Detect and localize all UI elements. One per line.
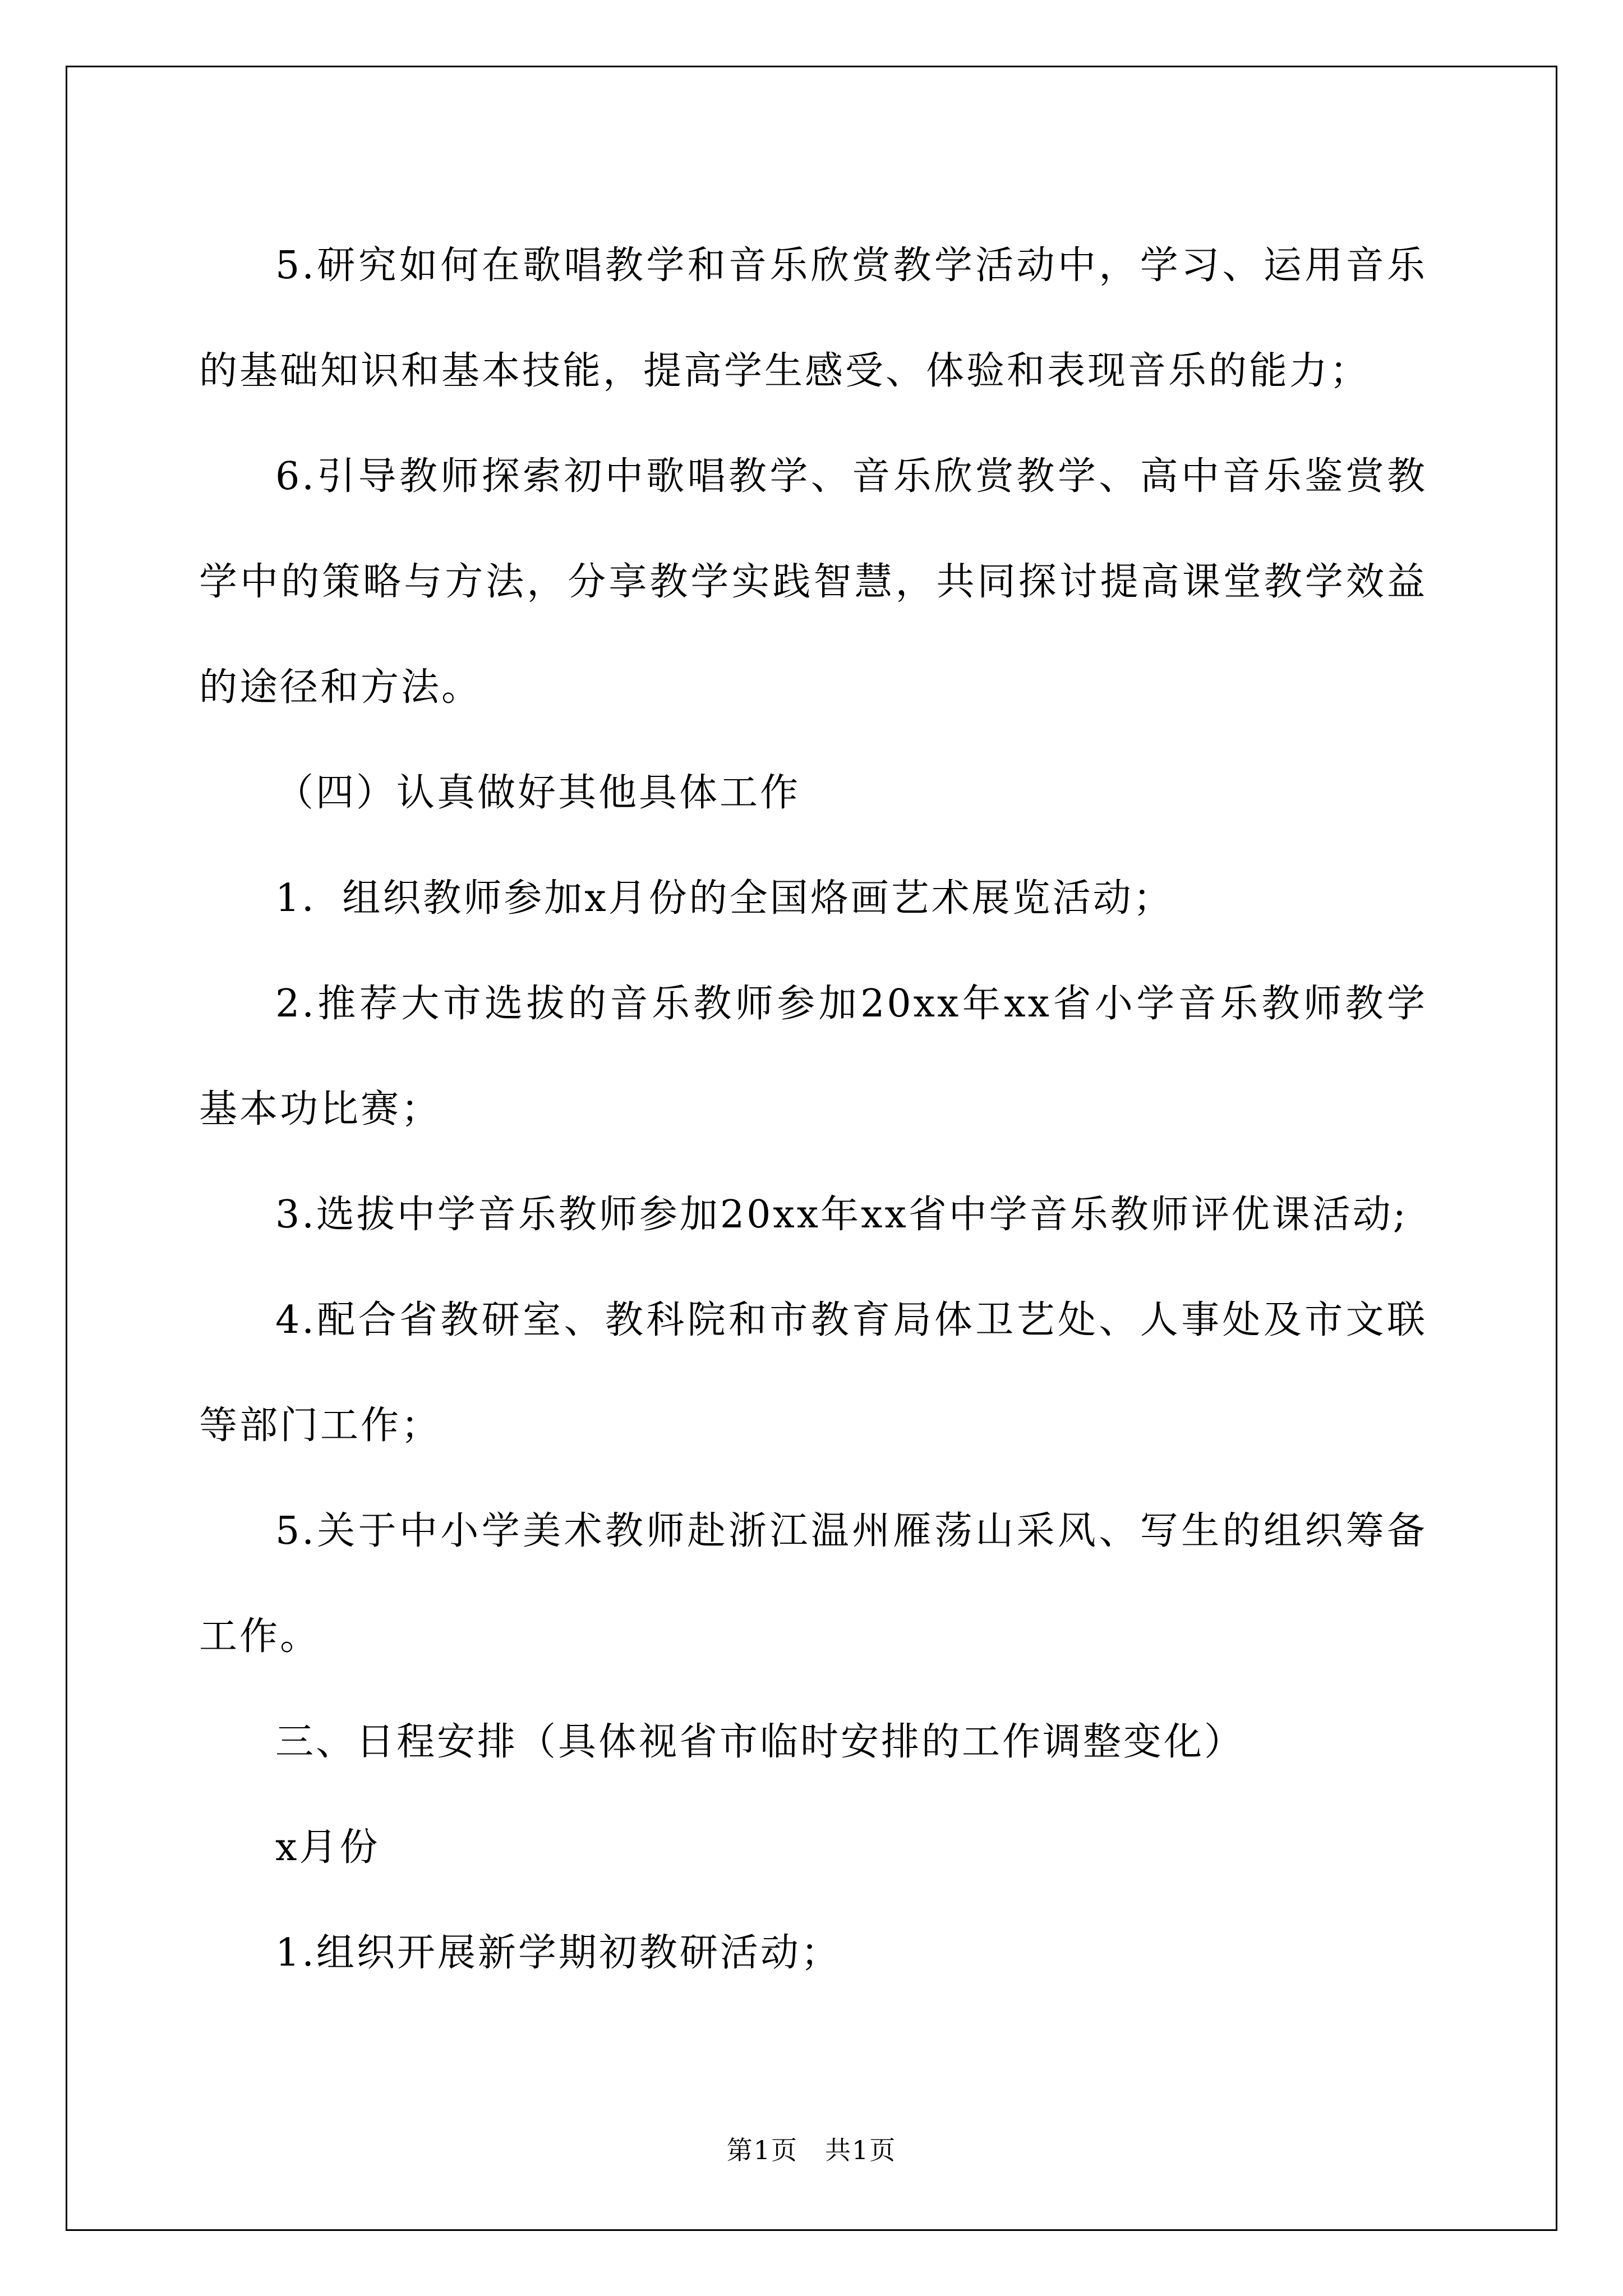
paragraph-item-3-select: 3.选拔中学音乐教师参加20xx年xx省中学音乐教师评优课活动; (275, 1193, 1408, 1237)
paragraph-item-6-guide: 6.引导教师探索初中歌唱教学、音乐欣赏教学、高中音乐鉴赏教学中的策略与方法，分享教学实践智慧，共同探讨提高课堂教学效益的途径和方法。 (199, 454, 1427, 710)
paragraph-item-5-research: 5.研究如何在歌唱教学和音乐欣赏教学活动中，学习、运用音乐的基础知识和基本技能，提高学生感受、体验和表现音乐的能力； (199, 243, 1427, 393)
page-number-footer: 第1页 共1页 (726, 2135, 897, 2165)
paragraph-item-5-sketch-trip: 5.关于中小学美术教师赴浙江温州雁荡山采风、写生的组织筹备工作。 (199, 1509, 1427, 1659)
schedule-item-1: 1.组织开展新学期初教研活动； (275, 1931, 841, 1975)
paragraph-item-4-cooperate: 4.配合省教研室、教科院和市教育局体卫艺处、人事处及市文联等部门工作； (199, 1298, 1427, 1448)
document-body (199, 213, 1427, 2006)
section-heading-other-work: （四）认真做好其他具体工作 (275, 771, 801, 815)
schedule-month-label: x月份 (275, 1825, 380, 1870)
section-heading-schedule: 三、日程安排（具体视省市临时安排的工作调整变化） (275, 1720, 1245, 1764)
paragraph-item-1-exhibition: 1．组织教师参加x月份的全国烙画艺术展览活动； (275, 876, 1174, 921)
paragraph-item-2-recommend: 2.推荐大市选拔的音乐教师参加20xx年xx省小学音乐教师教学基本功比赛； (199, 982, 1427, 1131)
